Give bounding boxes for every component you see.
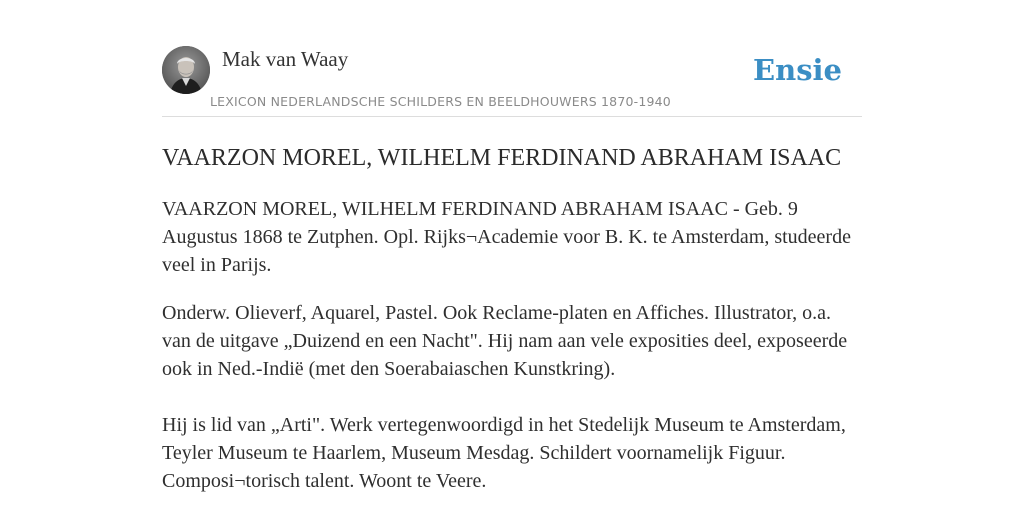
portrait-photo-icon [162, 46, 210, 94]
source-lexicon[interactable]: LEXICON NEDERLANDSCHE SCHILDERS EN BEELDHOUWERS 1870-1940 [210, 94, 671, 109]
article-paragraph-1: VAARZON MOREL, WILHELM FERDINAND ABRAHAM ISAAC - Geb. 9 Augustus 1868 te Zutphen. Opl. Rijks¬Academie voor B. K. te Amsterdam, studeerde veel in Parijs. [162, 198, 851, 276]
article-card [162, 44, 862, 495]
paragraph-spacer [162, 383, 862, 411]
article-paragraph-3: Hij is lid van „Arti". Werk vertegenwoordigd in het Stedelijk Museum te Amsterdam, Teyler Museum te Haarlem, Museum Mesdag. Schildert voornamelijk Figuur. Composi¬torisch talent. Woont te Veere. [162, 414, 846, 492]
author-avatar[interactable] [162, 46, 210, 94]
article-paragraph-2: Onderw. Olieverf, Aquarel, Pastel. Ook Reclame-platen en Affiches. Illustrator, o.a. van de uitgave „Duizend en een Nacht". Hij nam aan vele exposities deel, exposeerde ook in Ned.-Indië (met den Soerabaiaschen Kunstkring). [162, 302, 848, 380]
article-title: VAARZON MOREL, WILHELM FERDINAND ABRAHAM ISAAC [162, 145, 842, 171]
article-header [162, 44, 862, 117]
author-name[interactable]: Mak van Waay [222, 47, 349, 71]
ensie-logo[interactable]: Ensie [753, 53, 842, 87]
